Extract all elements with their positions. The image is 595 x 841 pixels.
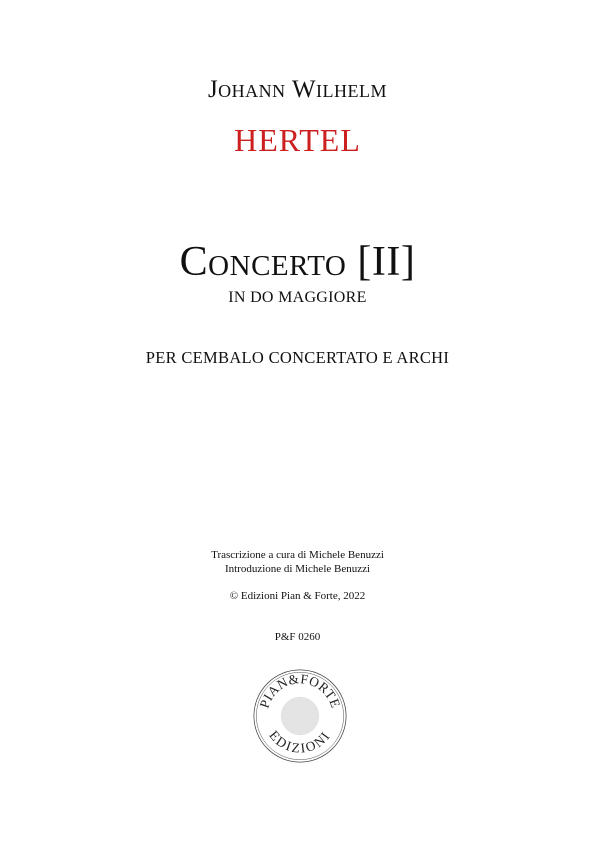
- catalog-number: P&F 0260: [274, 631, 321, 643]
- composer-name: Johann Wilhelm: [207, 76, 388, 103]
- seal-bottom-text: EDIZIONI: [266, 727, 334, 756]
- work-scoring: PER CEMBALO CONCERTATO E ARCHI: [145, 348, 450, 367]
- work-title: Concerto [II]: [179, 239, 416, 285]
- copyright-notice: © Edizioni Pian & Forte, 2022: [229, 590, 366, 602]
- work-key: IN DO MAGGIORE: [228, 289, 367, 306]
- pian-forte-seal-icon: [252, 668, 348, 764]
- seal-top-text: PIAN&FORTE: [256, 671, 344, 711]
- introduction-credit: Introduzione di Michele Benuzzi: [224, 563, 371, 575]
- transcription-credit: Trascrizione a cura di Michele Benuzzi: [211, 549, 384, 561]
- composer-surname: HERTEL: [234, 122, 361, 158]
